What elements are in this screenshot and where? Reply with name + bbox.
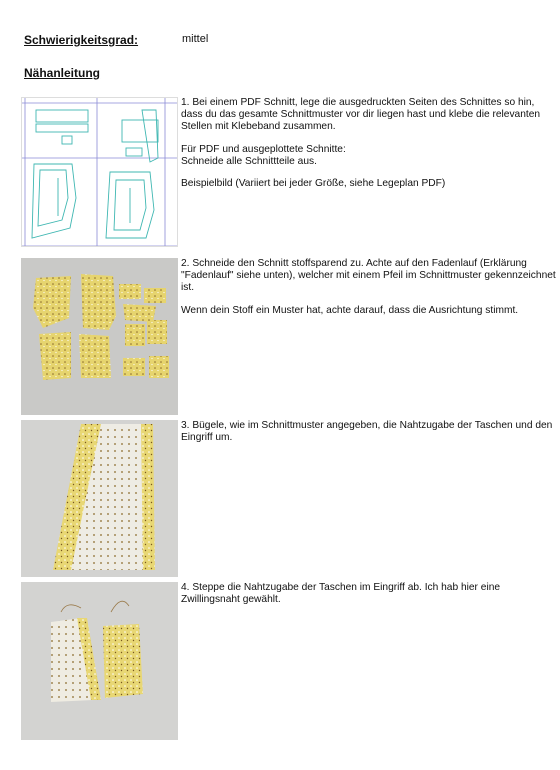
step-1-text	[181, 97, 557, 200]
pattern-layout-image	[21, 97, 178, 247]
step-2-text	[181, 258, 557, 327]
cut-fabric-image	[21, 258, 178, 415]
step-2-paragraph: 2. Schneide den Schnitt stoffsparend zu. Achte auf den Fadenlauf (Erklärung "Fadenlauf" siehe unten), welcher mit einem Pfeil im Schnittmuster gekennzeichnet ist.	[181, 258, 556, 294]
step-3	[21, 420, 556, 577]
step-1	[21, 97, 556, 247]
step-4-text	[181, 582, 557, 616]
step-1-paragraph: Für PDF und ausgeplottete Schnitte: Schneide alle Schnittteile aus.	[181, 143, 346, 167]
step-2-paragraph: Wenn dein Stoff ein Muster hat, achte darauf, dass die Ausrichtung stimmt.	[181, 304, 519, 316]
difficulty-value: mittel	[182, 33, 209, 45]
step-3-paragraph: 3. Bügele, wie im Schnittmuster angegeben, die Nahtzugabe der Taschen und den Eingriff um.	[181, 420, 553, 444]
step-4-paragraph: 4. Steppe die Nahtzugabe der Taschen im Eingriff ab. Ich hab hier eine Zwillingsnaht gewählt.	[181, 582, 501, 606]
step-3-text	[181, 420, 557, 454]
step-4	[21, 582, 556, 740]
difficulty-label: Schwierigkeitsgrad:	[24, 33, 139, 47]
pressed-pocket-image	[21, 420, 178, 577]
step-1-paragraph: 1. Bei einem PDF Schnitt, lege die ausgedruckten Seiten des Schnittes so hin, dass du das gesamte Schnittmuster vor dir liegen hast und klebe die relevanten Stellen mit Klebeband zusammen.	[181, 97, 541, 133]
section-title: Nähanleitung	[24, 66, 101, 80]
step-2	[21, 258, 556, 415]
step-1-paragraph: Beispielbild (Variiert bei jeder Größe, siehe Legeplan PDF)	[181, 178, 446, 190]
stitched-pocket-image	[21, 582, 178, 740]
